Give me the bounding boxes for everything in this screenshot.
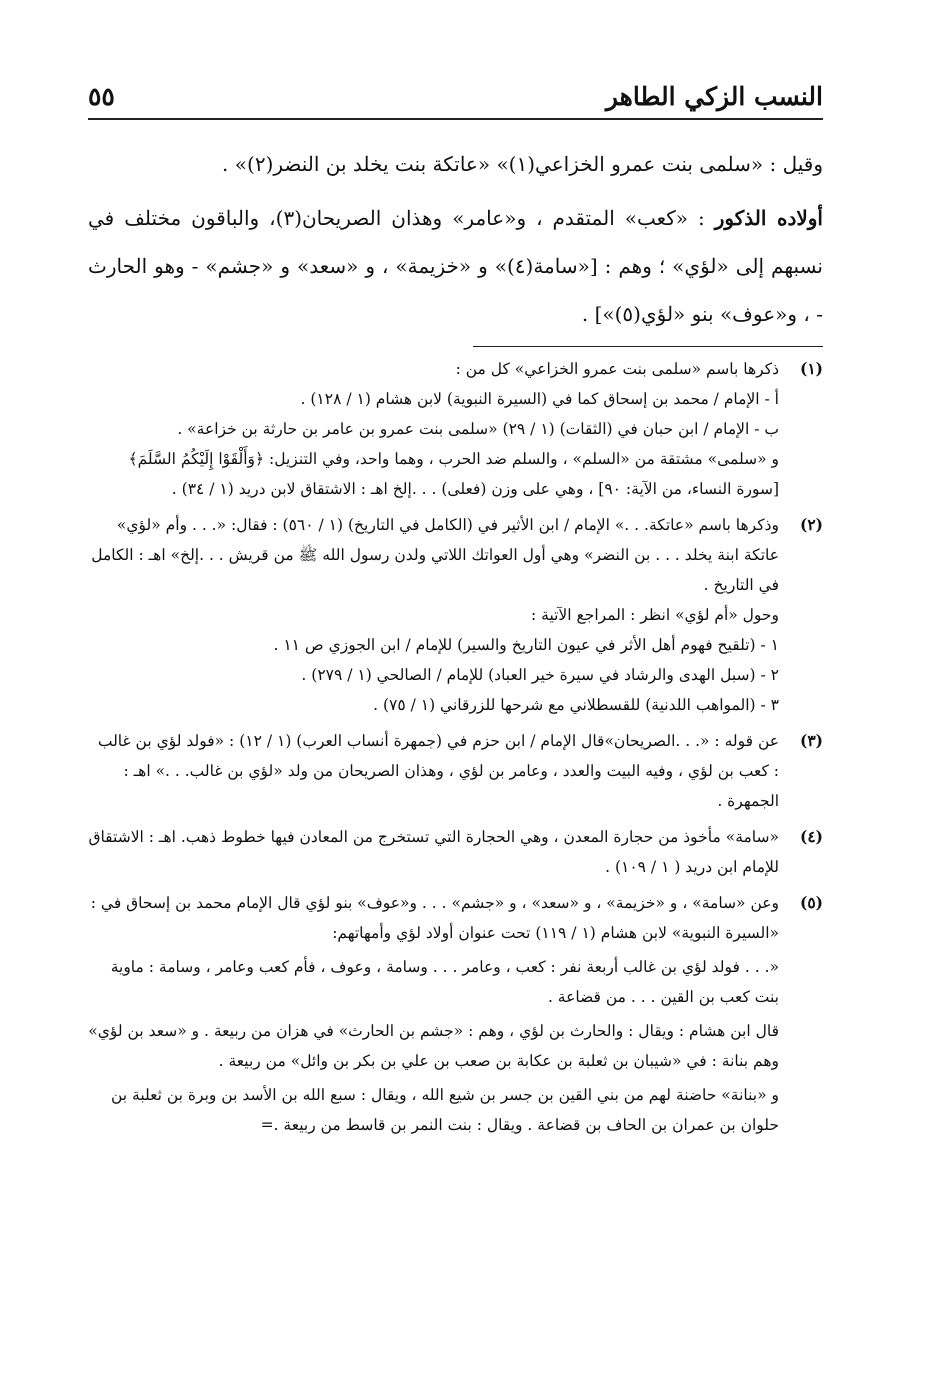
footnote-line: «. . . فولد لؤي بن غالب أربعة نفر : كعب ، وعامر . . . وسامة ، وعوف ، فأم كعب وعامر ، وسامة : ماوية بنت كعب بن القين . . . من قضاعة . (110, 958, 779, 1006)
footnote-4 (88, 822, 823, 882)
footnote-line: «سامة» مأخوذ من حجارة المعدن ، وهي الحجارة التي تستخرج من المعادن فيها خطوط ذهب. اهـ : الاشتقاق للإمام ابن دريد ( ١ / ١٠٩) . (88, 828, 779, 876)
footnote-line: وعن «سامة» ، و «خزيمة» ، و «سعد» ، و «جشم» . . . و«عوف» بنو لؤي قال الإمام محمد بن إسحاق في : «السيرة النبوية» لابن هشام (١ / ١١٩) تحت عنوان أولاد لؤي وأمهاتهم: (90, 894, 779, 942)
footnote-number: (٥) (799, 893, 823, 912)
male-children-heading: أولاده الذكور (714, 206, 823, 230)
running-header (88, 78, 823, 120)
footnote-5 (88, 888, 823, 1140)
page-number: ٥٥ (88, 82, 115, 111)
footnote-3 (88, 726, 823, 816)
footnote-line: ٢ - (سبل الهدى والرشاد في سيرة خير العباد) للإمام / الصالحي (١ / ٢٧٩) . (301, 666, 779, 684)
footnote-line: و «بنانة» حاضنة لهم من بني القين بن جسر بن شيع الله ، ويقال : سبع الله بن الأسد بن وبرة بن ثعلبة بن حلوان بن عمران بن الحاف بن قضاعة . ويقال : بنت النمر بن قاسط من ربيعة .= (110, 1086, 779, 1134)
footnote-line: و «سلمى» مشتقة من «السلم» ، والسلم ضد الحرب ، وهما واحد، وفي التنزيل: ﴿وَأَلْقَوْا إِلَيْكُمُ السَّلَمَ﴾ [سورة النساء، من الآية: ٩٠] ، وهي على وزن (فعلى) . . .إلخ اهـ : الاشتقاق لابن دريد (١ / ٣٤) . (128, 450, 779, 498)
footnote-line: ذكرها باسم «سلمى بنت عمرو الخزاعي» كل من : (455, 360, 779, 378)
footnote-line: أ - الإمام / محمد بن إسحاق كما في (السيرة النبوية) لابن هشام (١ / ١٢٨) . (300, 390, 779, 408)
footnote-separator (473, 346, 823, 347)
footnote-number: (٣) (799, 731, 823, 750)
footnote-2 (88, 510, 823, 720)
footnote-line: ب - الإمام / ابن حبان في (الثقات) (١ / ٢٩) «سلمى بنت عمرو بن عامر بن حارثة بن خزاعة» . (177, 420, 779, 438)
footnote-line: عن قوله : «. . .الصريحان»قال الإمام / ابن حزم في (جمهرة أنساب العرب) (١ / ١٢) : «فولد لؤي بن غالب : كعب بن لؤي ، وفيه البيت والعدد ، وعامر بن لؤي ، وهذان الصريحان من ولد «لؤي بن غالب. . .» اهـ : الجمهرة . (97, 732, 779, 810)
footnotes (88, 354, 823, 1146)
main-paragraph-2 (88, 194, 823, 338)
footnote-1 (88, 354, 823, 504)
male-children-text: : «كعب» المتقدم ، و«عامر» وهذان الصريحان(٣)، والباقون مختلف في نسبهم إلى «لؤي» ؛ وهم : [«سامة(٤)» و «خزيمة» ، و «سعد» و «جشم» - وهو الحارث - ، و«عوف» بنو «لؤي(٥)»] . (88, 206, 823, 326)
footnote-line: قال ابن هشام : ويقال : والحارث بن لؤي ، وهم : «جشم بن الحارث» في هزان من ربيعة . و «سعد بن لؤي» وهم بنانة : في «شيبان بن ثعلبة بن عكابة بن صعب بن علي بن بكر بن وائل» من ربيعة . (88, 1022, 779, 1070)
footnote-number: (٤) (799, 827, 823, 846)
main-text (88, 140, 823, 338)
footnote-number: (٢) (799, 515, 823, 534)
footnote-line: وذكرها باسم «عاتكة. . .» الإمام / ابن الأثير في (الكامل في التاريخ) (١ / ٥٦٠) : فقال: «. . . وأم «لؤي» عاتكة ابنة يخلد . . . بن النضر» وهي أول العواتك اللاتي ولدن رسول الله ﷺ من قريش . . .إلخ» اهـ : الكامل في التاريخ . (91, 516, 779, 594)
main-line-1: وقيل : «سلمى بنت عمرو الخزاعي(١)» «عاتكة بنت يخلد بن النضر(٢)» . (222, 152, 823, 176)
footnote-line: ١ - (تلقيح فهوم أهل الأثر في عيون التاريخ والسير) للإمام / ابن الجوزي ص ١١ . (273, 636, 779, 654)
footnote-line: وحول «أم لؤي» انظر : المراجع الآتية : (530, 606, 779, 624)
book-title: النسب الزكي الطاهر (605, 82, 823, 111)
footnote-line: ٣ - (المواهب اللدنية) للقسطلاني مع شرحها للزرقاني (١ / ٧٥) . (373, 696, 779, 714)
footnote-number: (١) (799, 359, 823, 378)
